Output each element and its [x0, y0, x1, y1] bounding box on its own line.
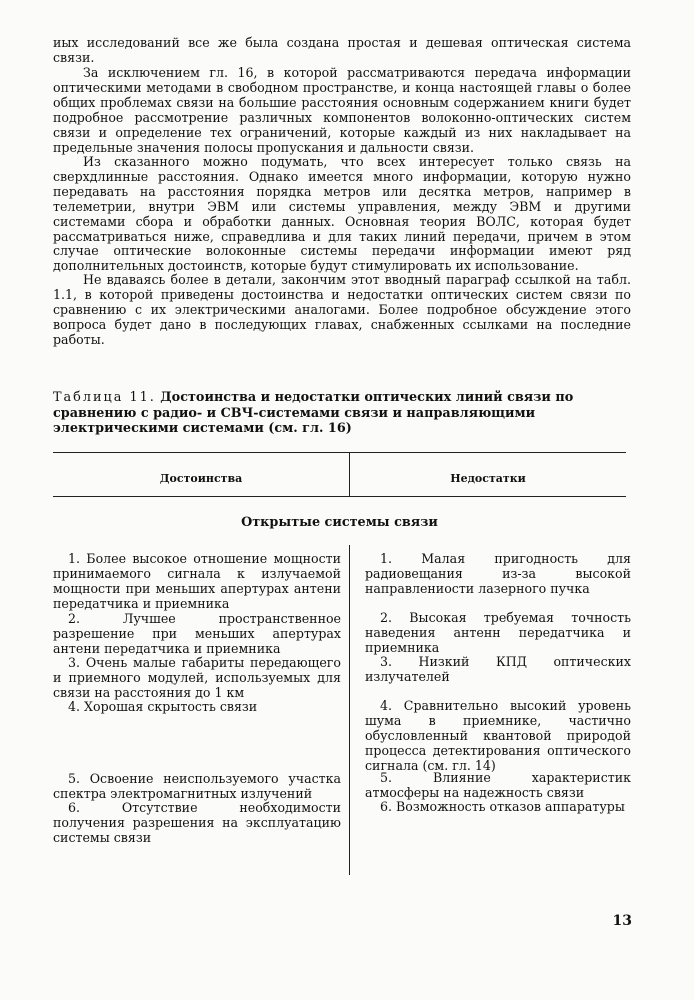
paragraph-4: Не вдаваясь более в детали, закончим этот вводный параграф ссылкой на табл. 1.1, в которой приведены достоинства и недостатки оптических систем связи по сравнению с их электрическими аналогами. Более подробное обсуждение этого вопроса будет дано в последующих главах, снабженных ссылками на последние работы. — [53, 272, 631, 347]
disadvantage-item-2: 2. Высокая требуемая точность наведения антенн передатчика и приемника — [365, 610, 631, 655]
advantage-item-4: 4. Хорошая скрытость связи — [68, 699, 258, 714]
table-caption-text: Достоинства и недостатки оптических линий связи по сравнению с радио- и СВЧ-системами связи и направляющими электрическими системами (см. гл. 16) — [53, 390, 574, 436]
table-caption — [53, 390, 613, 437]
paragraph-2: За исключением гл. 16, в которой рассматриваются передача информации оптическими методами в свободном пространстве, и конца настоящей главы о более общих проблемах связи на большие расстояния основным содержанием книги будет подробное рассмотрение различных компонентов волоконно-оптических систем связи и определение тех ограничений, которые каждый из них накладывает на предельные значения полосы пропускания и дальности связи. — [53, 65, 631, 155]
advantage-item-1: 1. Более высокое отношение мощности принимаемого сигнала к излучаемой мощности при меньших апертурах антени передатчика и приемника — [53, 551, 341, 611]
advantage-item-5: 5. Освоение неиспользуемого участка спектра электромагнитных излучений — [53, 771, 341, 801]
table-header-rule — [53, 496, 626, 497]
advantage-item-3: 3. Очень малые габариты передающего и приемного модулей, используемых для связи на расстояния до 1 км — [53, 655, 341, 700]
advantage-item-2: 2. Лучшее пространственное разрешение при меньших апертурах антени передатчика и приемника — [53, 611, 341, 656]
disadvantage-item-6: 6. Возможность отказов аппаратуры — [380, 799, 625, 814]
disadvantage-item-1: 1. Малая пригодность для радиовещания из-за высокой направлениости лазерного пучка — [365, 551, 631, 596]
advantage-item-6: 6. Отсутствие необходимости получения разрешения на эксплуатацию системы связи — [53, 800, 341, 845]
table-section-title: Открытые системы связи — [241, 515, 438, 530]
table-caption-label: Таблица 11. — [53, 390, 156, 405]
column-header-advantages: Достоинства — [159, 472, 243, 485]
disadvantage-item-5: 5. Влияние характеристик атмосферы на надежность связи — [365, 770, 631, 800]
column-header-disadvantages: Недостатки — [450, 472, 526, 485]
disadvantage-item-3: 3. Низкий КПД оптических излучателей — [365, 654, 631, 684]
disadvantage-item-4: 4. Сравнительно высокий уровень шума в приемнике, частично обусловленный квантовой природой процесса детектирования оптического сигнала (см. гл. 14) — [365, 698, 631, 773]
table-top-rule — [53, 452, 626, 453]
table-column-divider — [349, 545, 350, 875]
paragraph-1: иых исследований все же была создана простая и дешевая оптическая система связи. — [53, 35, 631, 65]
page-number: 13 — [612, 913, 632, 929]
paragraph-3: Из сказанного можно подумать, что всех интересует только связь на сверхдлинные расстояния. Однако имеется много информации, которую нужно передавать на расстояния порядка метров или десятка метров, например в телеметрии, внутри ЭВМ или системы управления, между ЭВМ и другими системами сбора и обработки данных. Основная теория ВОЛС, которая будет рассматриваться ниже, справедлива и для таких линий передачи, причем в этом случае оптические волоконные системы передачи информации имеют ряд дополнительных достоинств, которые будут стимулировать их использование. — [53, 154, 631, 274]
